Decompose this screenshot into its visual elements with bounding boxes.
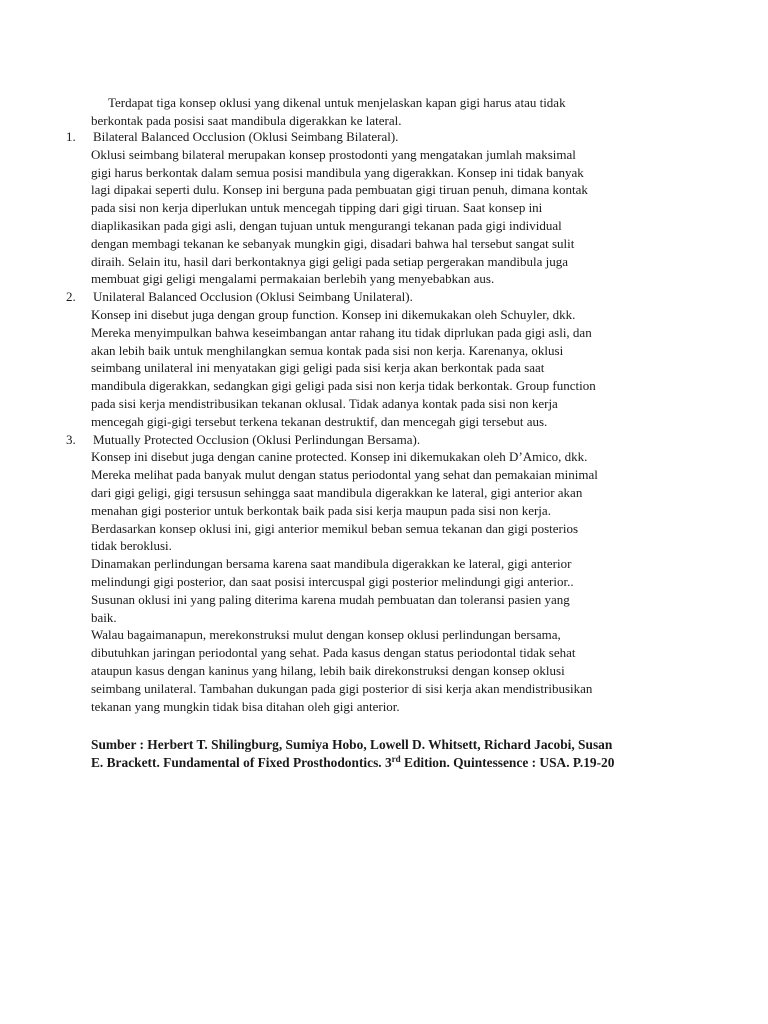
body-line: pada sisi kerja mendistribusikan tekanan oklusal. Tidak adanya kontak pada sisi non kerja bbox=[91, 395, 558, 411]
citation-text: E. Brackett. Fundamental of Fixed Prosthodontics. 3 bbox=[91, 755, 392, 770]
body-line: Oklusi seimbang bilateral merupakan konsep prostodonti yang mengatakan jumlah maksimal bbox=[91, 146, 576, 162]
body-line: pada sisi non kerja diperlukan untuk mencegah tipping dari gigi tiruan. Saat konsep ini bbox=[91, 200, 543, 216]
list-item-number: 3. bbox=[66, 431, 76, 447]
list-item-mutually-protected bbox=[66, 431, 706, 716]
citation-line bbox=[91, 754, 711, 772]
body-line: menahan gigi posterior untuk berkontak baik pada sisi kerja maupun pada sisi non kerja. bbox=[91, 502, 551, 518]
list-item-title: Bilateral Balanced Occlusion (Oklusi Seimbang Bilateral). bbox=[93, 129, 399, 144]
citation-line: Sumber : Herbert T. Shilingburg, Sumiya Hobo, Lowell D. Whitsett, Richard Jacobi, Susan bbox=[91, 737, 613, 752]
list-item-body bbox=[91, 448, 706, 715]
body-line: Mereka melihat pada banyak mulut dengan status periodontal yang sehat dan pemakaian minimal bbox=[91, 467, 598, 483]
list-item-unilateral bbox=[66, 288, 706, 430]
intro-paragraph bbox=[91, 94, 691, 130]
body-line: mandibula digerakkan, sedangkan gigi geligi pada sisi non kerja tidak berkontak. Group function bbox=[91, 378, 596, 394]
body-line: tekanan yang mungkin tidak bisa ditahan oleh gigi anterior. bbox=[91, 698, 400, 714]
source-citation bbox=[91, 736, 711, 772]
body-line: Konsep ini disebut juga dengan group function. Konsep ini dikemukakan oleh Schuyler, dkk. bbox=[91, 306, 576, 322]
list-item-body bbox=[91, 146, 706, 288]
list-item-title: Mutually Protected Occlusion (Oklusi Perlindungan Bersama). bbox=[93, 431, 421, 447]
body-line: Mereka menyimpulkan bahwa keseimbangan antar rahang itu tidak diprlukan pada gigi asli, dan bbox=[91, 324, 592, 340]
body-line: mencegah gigi-gigi tersebut terkena tekanan destruktif, dan mencegah gigi tersebut aus. bbox=[91, 413, 548, 429]
body-line: diraih. Selain itu, hasil dari berkontaknya gigi geligi pada setiap pergerakan mandibula juga bbox=[91, 253, 569, 269]
body-line: dengan membagi tekanan ke sebanyak mungkin gigi, disadari bahwa hal tersebut sangat sulit bbox=[91, 235, 575, 251]
list-item-title: Unilateral Balanced Occlusion (Oklusi Seimbang Unilateral). bbox=[93, 289, 413, 305]
body-line: ataupun kasus dengan kaninus yang hilang, lebih baik direkonstruksi dengan konsep oklusi bbox=[91, 662, 565, 678]
list-item-heading bbox=[66, 128, 706, 146]
body-line: melindungi gigi posterior, dan saat posisi intercuspal gigi posterior melindungi gigi anterior.. bbox=[91, 573, 574, 589]
body-line: seimbang unilateral. Tambahan dukungan pada gigi posterior di sisi kerja akan mendistribusikan bbox=[91, 680, 593, 696]
body-line: seimbang unilateral ini menyatakan gigi geligi pada sisi kerja akan berkontak pada saat bbox=[91, 360, 545, 376]
body-line: akan lebih baik untuk menghilangkan semua kontak pada sisi non kerja. Karenanya, oklusi bbox=[91, 342, 564, 358]
body-line: tidak beroklusi. bbox=[91, 538, 172, 554]
body-line: baik. bbox=[91, 609, 117, 625]
body-line: membuat gigi geligi mengalami permakaian berlebih yang menyebabkan aus. bbox=[91, 271, 495, 287]
list-item-bilateral bbox=[66, 128, 706, 288]
body-line: Berdasarkan konsep oklusi ini, gigi anterior memikul beban semua tekanan dan gigi posterios bbox=[91, 520, 579, 536]
body-line: gigi harus berkontak dalam semua posisi mandibula yang digerakkan. Konsep ini tidak banyak bbox=[91, 164, 584, 180]
body-line: dibutuhkan jaringan periodontal yang sehat. Pada kasus dengan status periodontal tidak sehat bbox=[91, 645, 576, 661]
list-item-body bbox=[91, 306, 706, 431]
edition-superscript: rd bbox=[391, 754, 401, 764]
list-item-number: 1. bbox=[66, 129, 76, 144]
body-line: Dinamakan perlindungan bersama karena saat mandibula digerakkan ke lateral, gigi anterior bbox=[91, 556, 572, 572]
body-line: Konsep ini disebut juga dengan canine protected. Konsep ini dikemukakan oleh D’Amico, dkk. bbox=[91, 449, 588, 465]
list-item-number: 2. bbox=[66, 289, 76, 305]
concept-list bbox=[66, 128, 706, 715]
body-line: Susunan oklusi ini yang paling diterima karena mudah pembuatan dan toleransi pasien yang bbox=[91, 591, 570, 607]
body-line: Walau bagaimanapun, merekonstruksi mulut dengan konsep oklusi perlindungan bersama, bbox=[91, 627, 561, 643]
body-line: diaplikasikan pada gigi asli, dengan tujuan untuk mengurangi tekanan pada gigi individual bbox=[91, 217, 562, 233]
intro-line: berkontak pada posisi saat mandibula digerakkan ke lateral. bbox=[91, 112, 402, 128]
list-item-heading bbox=[66, 288, 706, 306]
body-line: dari gigi geligi, gigi tersusun sehingga saat mandibula digerakkan ke lateral, gigi anterior akan bbox=[91, 484, 583, 500]
citation-text: Edition. Quintessence : USA. P.19-20 bbox=[400, 755, 615, 770]
list-item-heading bbox=[66, 431, 706, 449]
body-line: lagi dipakai seperti dulu. Konsep ini berguna pada pembuatan gigi tiruan penuh, dimana kontak bbox=[91, 182, 588, 198]
intro-line: Terdapat tiga konsep oklusi yang dikenal untuk menjelaskan kapan gigi harus atau tidak bbox=[108, 95, 566, 110]
